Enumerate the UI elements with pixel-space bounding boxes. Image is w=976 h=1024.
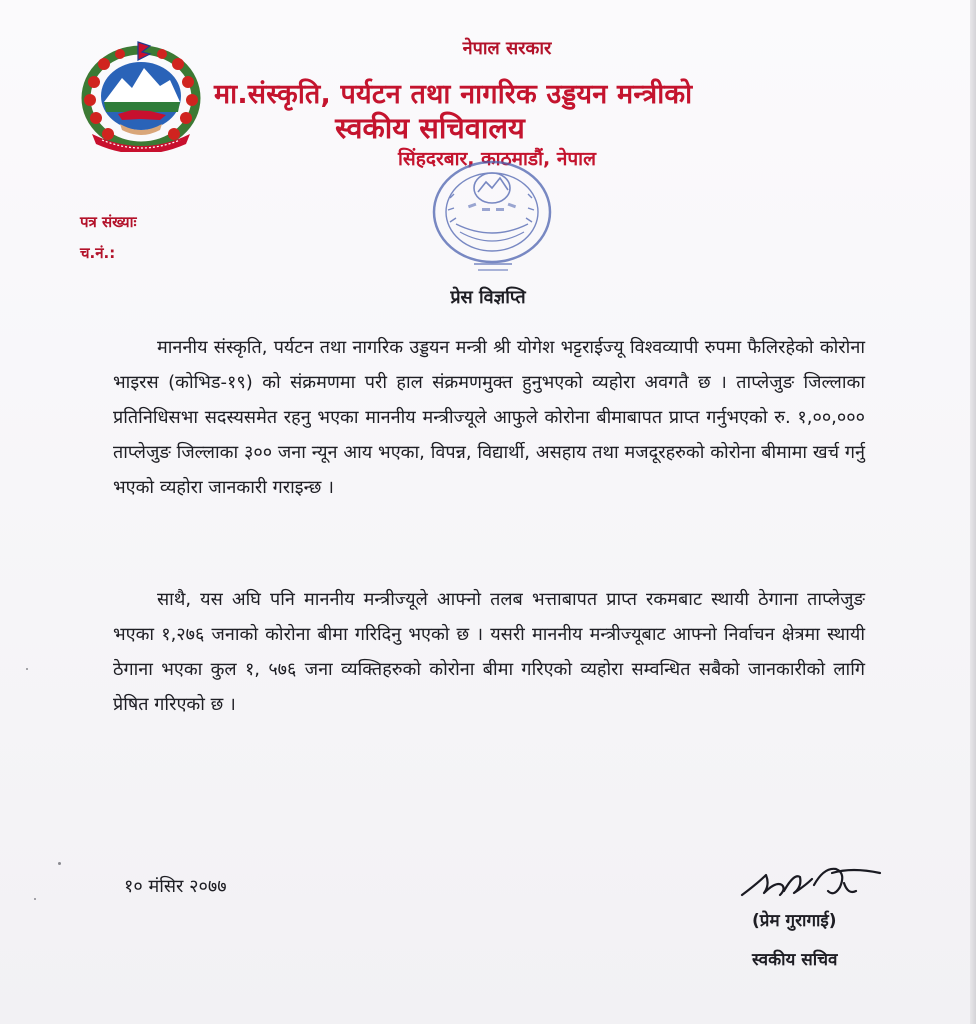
government-heading: नेपाल सरकार [462,38,552,59]
signatory-title: स्वकीय सचिव [752,950,838,970]
document-title: प्रेस विज्ञप्ति [450,287,526,308]
scan-speck [34,898,36,900]
signatory-name: (प्रेम गुरागाई) [752,911,837,931]
body-paragraph-1: माननीय संस्कृति, पर्यटन तथा नागरिक उड्डयन मन्त्री श्री योगेश भट्टराईज्यू विश्वव्यापी रुपमा फैलिरहेको कोरोना भाइरस (कोभिड-१९) को संक्रमणमा परी हाल संक्रमणमुक्त हुनुभएको व्यहोरा अवगतै छ । ताप्लेजुङ जिल्लाका प्रतिनिधिसभा सदस्यसमेत रहनु भएका माननीय मन्त्रीज्यूले आफुले कोरोना बीमाबापत प्राप्त गर्नुभएको रु. १,००,००० ताप्लेजुङ जिल्लाका ३०० जना न्यून आय भएका, विपन्न, विद्यार्थी, असहाय तथा मजदूरहरुको कोरोना बीमामा खर्च गर्नु भएको व्यहोरा जानकारी गराइन्छ । [113,337,865,498]
office-address: सिंहदरबार, काठमाडौं, नेपाल [398,148,596,170]
body-paragraph-2: साथै, यस अघि पनि माननीय मन्त्रीज्यूले आफ्नो तलब भत्ताबापत प्राप्त रकमबाट स्थायी ठेगाना ताप्लेजुङ भएका १,२७६ जनाको कोरोना बीमा गरिदिनु भएको छ । यसरी माननीय मन्त्रीज्यूबाट आफ्नो निर्वाचन क्षेत्रमा स्थायी ठेगाना भएका कुल १, ५७६ जना व्यक्तिहरुको कोरोना बीमा गरिएको व्यहोरा सम्वन्धित सबैको जानकारीको लागि प्रेषित गरिएको छ । [113,589,865,715]
scan-speck [26,668,28,670]
official-stamp-icon [420,158,560,278]
scan-speck [58,862,61,865]
office-heading: स्वकीय सचिवालय [335,111,525,145]
letter-number-label: पत्र संख्याः [80,213,137,231]
ministry-heading: मा.संस्कृति, पर्यटन तथा नागरिक उड्डयन मन्त्रीको [214,79,693,110]
signature-icon [736,855,886,910]
scan-edge [970,0,976,1024]
reference-number-label: च.नं.: [80,244,116,262]
letter-date: १० मंसिर २०७७ [124,876,227,897]
